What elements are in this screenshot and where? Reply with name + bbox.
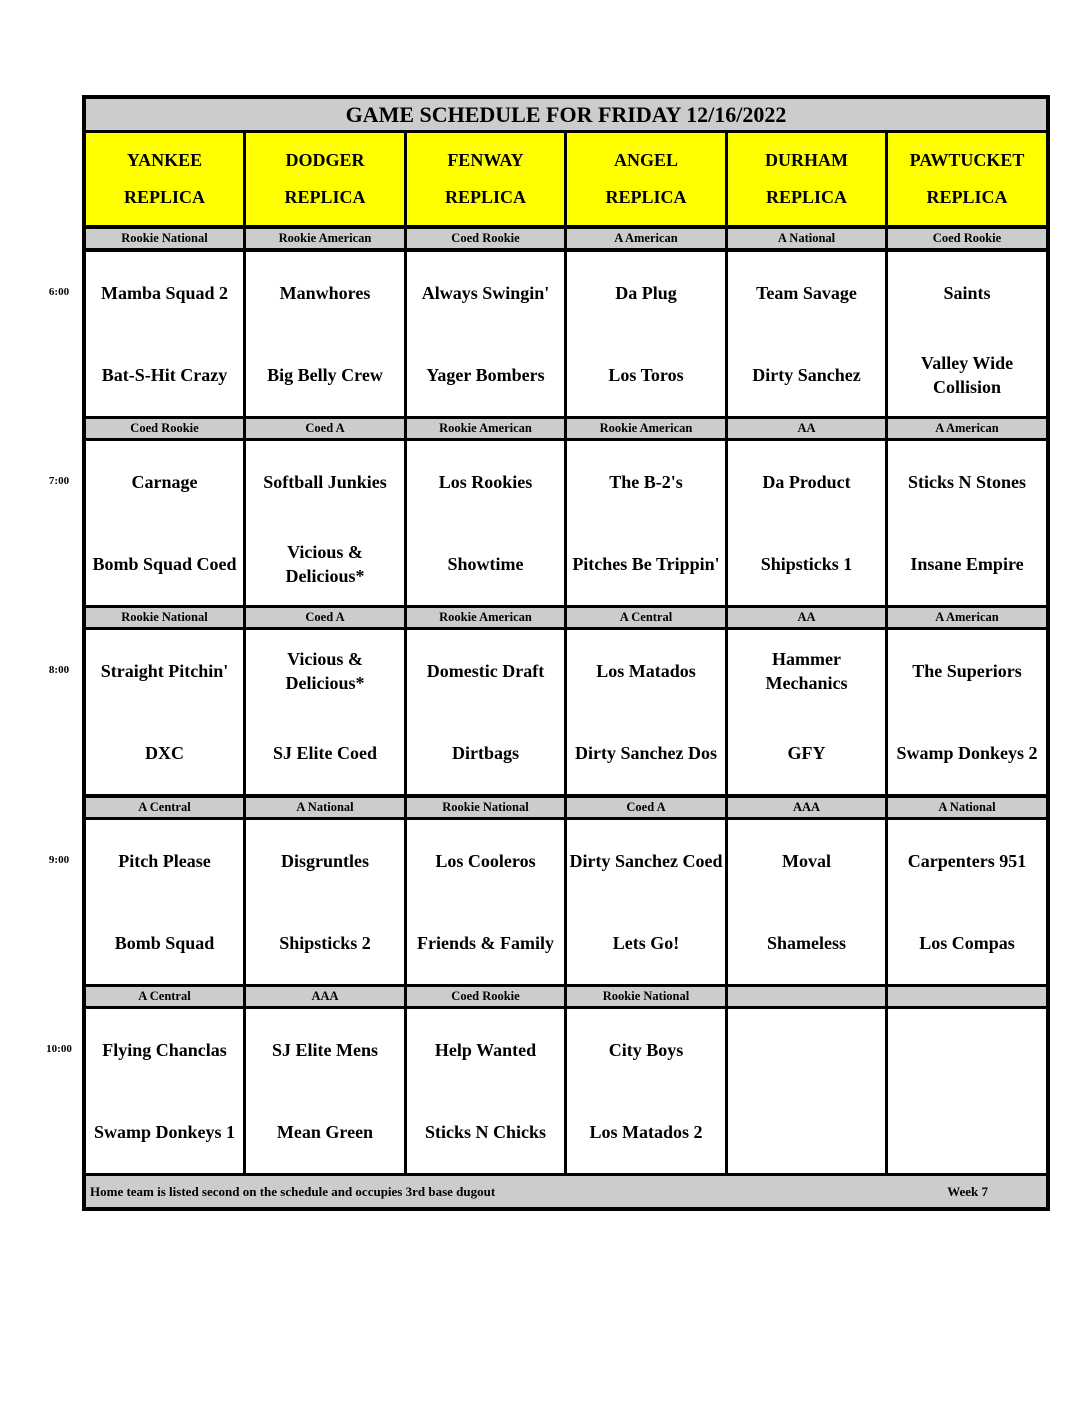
division-label: AA <box>728 608 885 627</box>
home-team: Valley Wide Collision <box>920 353 1014 398</box>
away-team: Hammer Mechanics <box>765 649 848 694</box>
game-cell <box>888 252 1046 416</box>
field-name: YANKEE <box>126 150 203 170</box>
home-team: Dirtbags <box>452 743 519 764</box>
away-team: Straight Pitchin' <box>100 661 229 682</box>
division-label: A American <box>567 229 725 248</box>
division-label: A American <box>888 419 1046 438</box>
away-team: Da Plug <box>615 283 677 304</box>
division-label: Coed Rookie <box>407 987 564 1006</box>
away-team: Los Cooleros <box>435 851 536 872</box>
home-team: Los Compas <box>919 933 1015 954</box>
game-cell <box>728 1009 885 1173</box>
division-label: A National <box>728 229 885 248</box>
division-label: AAA <box>728 798 885 817</box>
division-label: Rookie American <box>407 608 564 627</box>
home-team: Dirty Sanchez Dos <box>575 743 717 764</box>
game-cell <box>567 820 725 984</box>
home-team: Friends & Family <box>417 933 554 954</box>
away-team: SJ Elite Mens <box>272 1040 378 1061</box>
home-team: Yager Bombers <box>426 365 545 386</box>
game-cell <box>567 252 725 416</box>
game-cell <box>246 1009 404 1173</box>
field-name: FENWAY <box>447 150 524 170</box>
division-label: A National <box>888 798 1046 817</box>
field-header <box>246 133 404 225</box>
away-team: The Superiors <box>912 661 1022 682</box>
away-team: The B-2's <box>609 472 683 493</box>
week-label: Week 7 <box>947 1183 988 1199</box>
away-team: Los Matados <box>596 661 696 682</box>
away-team: Sticks N Stones <box>907 472 1027 493</box>
home-team <box>728 1091 885 1173</box>
home-team: Lets Go! <box>612 933 680 954</box>
time-label: 10:00 <box>46 1043 72 1055</box>
game-cell <box>567 441 725 605</box>
away-team: Saints <box>943 283 991 304</box>
away-team: Flying Chanclas <box>102 1040 227 1061</box>
game-cell <box>86 441 243 605</box>
division-label: A American <box>888 608 1046 627</box>
time-label: 8:00 <box>48 664 70 676</box>
game-cell <box>86 1009 243 1173</box>
away-team: Manwhores <box>279 283 371 304</box>
game-cell <box>888 630 1046 794</box>
game-cell <box>407 820 564 984</box>
game-cell <box>888 820 1046 984</box>
time-label: 9:00 <box>48 854 70 866</box>
game-cell <box>407 1009 564 1173</box>
division-label: Rookie American <box>407 419 564 438</box>
home-team: GFY <box>787 743 826 764</box>
game-cell <box>86 630 243 794</box>
division-label: Rookie National <box>567 987 725 1006</box>
division-label: Coed Rookie <box>888 229 1046 248</box>
game-cell <box>567 630 725 794</box>
time-label: 7:00 <box>48 475 70 487</box>
home-team: Shipsticks 2 <box>279 933 371 954</box>
division-label <box>728 987 885 1006</box>
home-team: Shipsticks 1 <box>760 554 853 575</box>
game-cell <box>246 252 404 416</box>
division-label: Rookie American <box>567 419 725 438</box>
away-team: City Boys <box>608 1040 684 1061</box>
field-name: DURHAM <box>765 150 848 170</box>
away-team: Domestic Draft <box>426 661 545 682</box>
field-header <box>728 133 885 225</box>
game-cell <box>407 441 564 605</box>
home-team: Sticks N Chicks <box>424 1122 547 1143</box>
field-subtitle: REPLICA <box>444 187 526 207</box>
home-team: Showtime <box>447 554 524 575</box>
division-label: AA <box>728 419 885 438</box>
game-cell <box>888 1009 1046 1173</box>
division-label: A Central <box>86 798 243 817</box>
away-team: Help Wanted <box>434 1040 537 1061</box>
division-label: A Central <box>86 987 243 1006</box>
home-team: Pitches Be Trippin' <box>572 554 720 575</box>
away-team: Dirty Sanchez Coed <box>569 851 723 872</box>
away-team: Los Rookies <box>438 472 533 493</box>
footer-bar <box>86 1176 1046 1207</box>
away-team: Mamba Squad 2 <box>100 283 229 304</box>
away-team <box>888 1009 1046 1091</box>
game-cell <box>728 252 885 416</box>
field-header <box>407 133 564 225</box>
game-cell <box>728 630 885 794</box>
division-label: Rookie National <box>86 229 243 248</box>
home-team: Bomb Squad <box>114 933 215 954</box>
game-cell <box>246 441 404 605</box>
home-team: Vicious & Delicious* <box>285 542 365 587</box>
home-team: Swamp Donkeys 2 <box>896 743 1038 764</box>
division-label: Coed A <box>567 798 725 817</box>
home-team: SJ Elite Coed <box>272 743 377 764</box>
away-team: Softball Junkies <box>263 472 387 493</box>
game-cell <box>567 1009 725 1173</box>
away-team <box>728 1009 885 1091</box>
time-label: 6:00 <box>48 286 70 298</box>
field-subtitle: REPLICA <box>605 187 687 207</box>
field-subtitle: REPLICA <box>926 187 1008 207</box>
away-team: Carnage <box>131 472 198 493</box>
home-team: Bat-S-Hit Crazy <box>101 365 228 386</box>
game-cell <box>86 820 243 984</box>
away-team: Pitch Please <box>118 851 211 872</box>
division-label <box>888 987 1046 1006</box>
game-cell <box>86 252 243 416</box>
game-cell <box>407 252 564 416</box>
home-team: Los Toros <box>608 365 684 386</box>
home-team: Shameless <box>766 933 846 954</box>
game-cell <box>728 820 885 984</box>
division-label: Rookie American <box>246 229 404 248</box>
home-team: Dirty Sanchez <box>752 365 861 386</box>
away-team: Always Swingin' <box>421 283 550 304</box>
home-team: Big Belly Crew <box>267 365 383 386</box>
schedule-table <box>82 95 1050 1211</box>
field-header <box>86 133 243 225</box>
game-cell <box>888 441 1046 605</box>
field-name: DODGER <box>285 150 365 170</box>
field-subtitle: REPLICA <box>123 187 205 207</box>
home-team: Swamp Donkeys 1 <box>93 1122 236 1143</box>
division-label: A National <box>246 798 404 817</box>
division-label: Coed Rookie <box>407 229 564 248</box>
away-team: Team Savage <box>756 283 857 304</box>
home-team: Mean Green <box>276 1122 374 1143</box>
home-team: Insane Empire <box>910 554 1024 575</box>
field-header <box>888 133 1046 225</box>
field-name: ANGEL <box>613 150 678 170</box>
game-cell <box>728 441 885 605</box>
division-label: Coed A <box>246 608 404 627</box>
away-team: Da Product <box>762 472 851 493</box>
game-cell <box>246 630 404 794</box>
footer-note: Home team is listed second on the schedule and occupies 3rd base dugout <box>90 1183 496 1199</box>
away-team: Vicious & Delicious* <box>285 649 365 694</box>
game-cell <box>407 630 564 794</box>
field-subtitle: REPLICA <box>284 187 366 207</box>
division-label: A Central <box>567 608 725 627</box>
division-label: Rookie National <box>86 608 243 627</box>
division-label: AAA <box>246 987 404 1006</box>
field-name: PAWTUCKET <box>909 150 1025 170</box>
page-title: GAME SCHEDULE FOR FRIDAY 12/16/2022 <box>86 99 1046 130</box>
game-cell <box>246 820 404 984</box>
away-team: Moval <box>782 851 831 872</box>
division-label: Rookie National <box>407 798 564 817</box>
division-label: Coed A <box>246 419 404 438</box>
home-team: Los Matados 2 <box>589 1122 703 1143</box>
away-team: Carpenters 951 <box>907 851 1027 872</box>
home-team: Bomb Squad Coed <box>92 554 237 575</box>
home-team: DXC <box>145 743 184 764</box>
field-subtitle: REPLICA <box>765 187 847 207</box>
home-team <box>888 1091 1046 1173</box>
field-header <box>567 133 725 225</box>
division-label: Coed Rookie <box>86 419 243 438</box>
away-team: Disgruntles <box>280 851 369 872</box>
